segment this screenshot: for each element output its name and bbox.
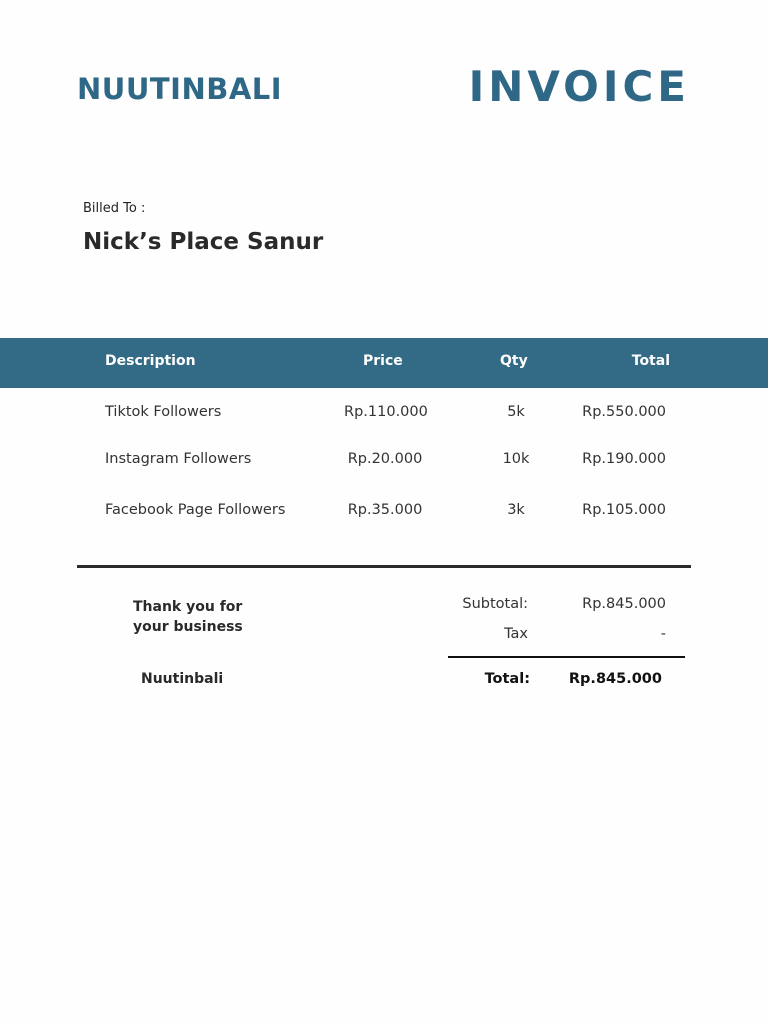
item-total: Rp.105.000 xyxy=(582,502,666,518)
thank-you-line-2: your business xyxy=(133,619,243,635)
items-table-header xyxy=(0,338,768,388)
subtotal-value: Rp.845.000 xyxy=(582,596,666,612)
billed-to-label: Billed To : xyxy=(83,201,146,216)
document-title: INVOICE xyxy=(468,62,690,111)
column-header-description: Description xyxy=(105,353,196,369)
item-description: Instagram Followers xyxy=(105,451,252,467)
signature-name: Nuutinbali xyxy=(141,671,224,687)
item-price: Rp.110.000 xyxy=(344,404,428,420)
table-row xyxy=(0,502,768,526)
tax-label: Tax xyxy=(504,626,528,642)
item-total: Rp.550.000 xyxy=(582,404,666,420)
item-qty: 10k xyxy=(502,451,530,467)
total-label: Total: xyxy=(484,671,530,687)
tax-value: - xyxy=(660,626,666,642)
thank-you-note xyxy=(133,597,243,637)
thank-you-line-1: Thank you for xyxy=(133,599,243,615)
item-description: Facebook Page Followers xyxy=(105,502,286,518)
total-value: Rp.845.000 xyxy=(568,671,662,687)
billed-to-name: Nick’s Place Sanur xyxy=(83,229,324,255)
table-row xyxy=(0,404,768,428)
item-description: Tiktok Followers xyxy=(105,404,222,420)
column-header-price: Price xyxy=(363,353,403,369)
column-header-total: Total xyxy=(631,353,670,369)
column-header-qty: Qty xyxy=(500,353,528,369)
item-qty: 3k xyxy=(507,502,525,518)
item-price: Rp.35.000 xyxy=(347,502,423,518)
subtotal-label: Subtotal: xyxy=(462,596,528,612)
item-total: Rp.190.000 xyxy=(582,451,666,467)
table-divider xyxy=(77,565,691,568)
item-price: Rp.20.000 xyxy=(347,451,423,467)
item-qty: 5k xyxy=(507,404,525,420)
summary-divider xyxy=(448,656,685,658)
company-name: NUUTINBALI xyxy=(77,72,283,106)
table-row xyxy=(0,451,768,475)
